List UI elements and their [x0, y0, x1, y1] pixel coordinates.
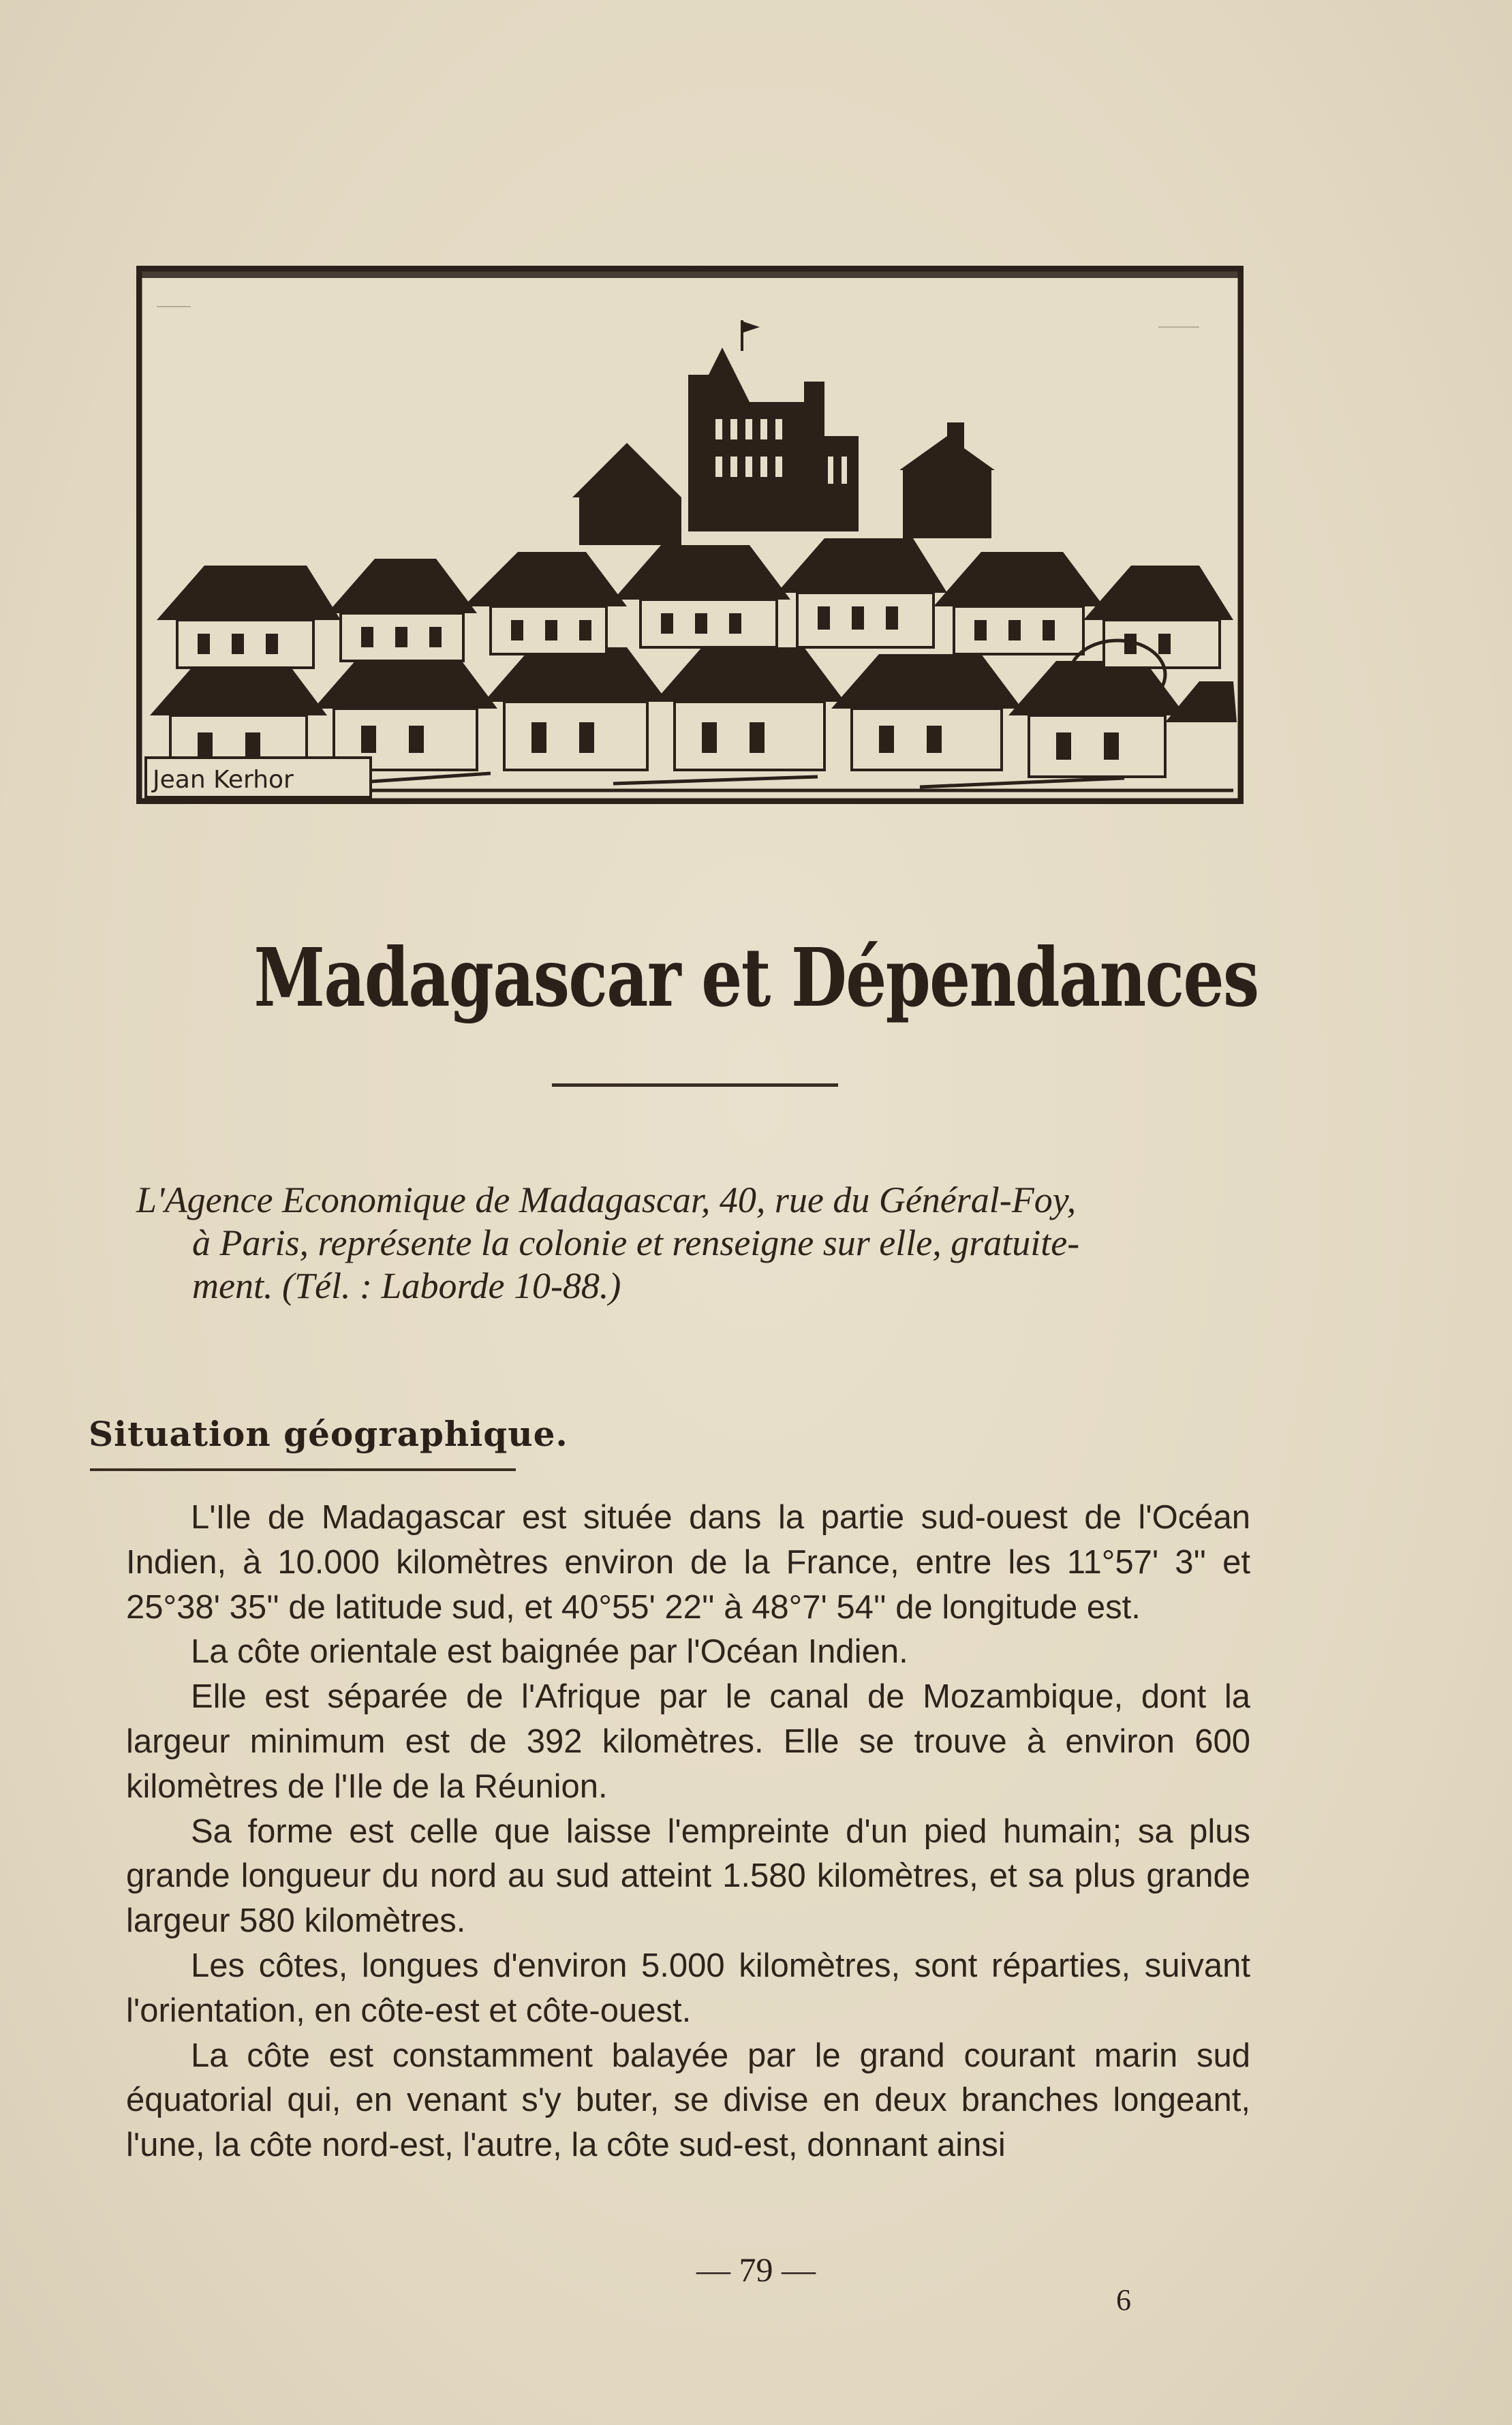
paragraph: Elle est séparée de l'Afrique par le canal de Mozambique, dont la largeur minimum est de 392 kilomètres. Elle se trouve à environ 600 kilomètres de l'Ile de la Réunion. — [126, 1678, 1250, 1805]
paragraph: L'Ile de Madagascar est située dans la partie sud-ouest de l'Océan Indien, à 10.000 kilomètres environ de la France, entre les 11°57' 3'' et 25°38' 35'' de latitude sud, et 40°55' 22'' à 48°7' 54'' de longitude est. — [126, 1499, 1250, 1626]
printer-signature-mark: 6 — [1116, 2283, 1131, 2317]
page-title: Madagascar et Dépendances — [253, 930, 1259, 1025]
paragraph: La côte est constamment balayée par le grand courant marin sud équatorial qui, en venant s'y buter, se divise en deux branches longeant, l'une, la côte nord-est, l'autre, la côte sud-est, donnant ainsi — [126, 2037, 1250, 2164]
body-text — [126, 1496, 1250, 2168]
woodcut-engraving — [136, 266, 1244, 804]
agency-notice — [136, 1179, 1254, 1308]
title-divider — [552, 1083, 838, 1087]
section-underline — [90, 1468, 516, 1471]
page-number: — 79 — — [696, 2251, 816, 2289]
agency-notice-line: ment. (Tél. : Laborde 10-88.) — [192, 1265, 621, 1306]
town-illustration — [136, 266, 1244, 804]
paragraph: Les côtes, longues d'environ 5.000 kilomètres, sont réparties, suivant l'orientation, en côte-est et côte-ouest. — [126, 1947, 1250, 2029]
artist-signature: Jean Kerhor — [153, 766, 294, 794]
agency-notice-line: L'Agence Economique de Madagascar, 40, rue du Général-Foy, — [136, 1179, 1077, 1220]
paragraph: Sa forme est celle que laisse l'empreinte d'un pied humain; sa plus grande longueur du nord au sud atteint 1.580 kilomètres, et sa plus grande largeur 580 kilomètres. — [126, 1812, 1250, 1940]
section-heading: Situation géographique. — [89, 1414, 568, 1454]
paragraph: La côte orientale est baignée par l'Océan Indien. — [191, 1633, 908, 1671]
agency-notice-line: à Paris, représente la colonie et renseigne sur elle, gratuite- — [192, 1222, 1080, 1263]
